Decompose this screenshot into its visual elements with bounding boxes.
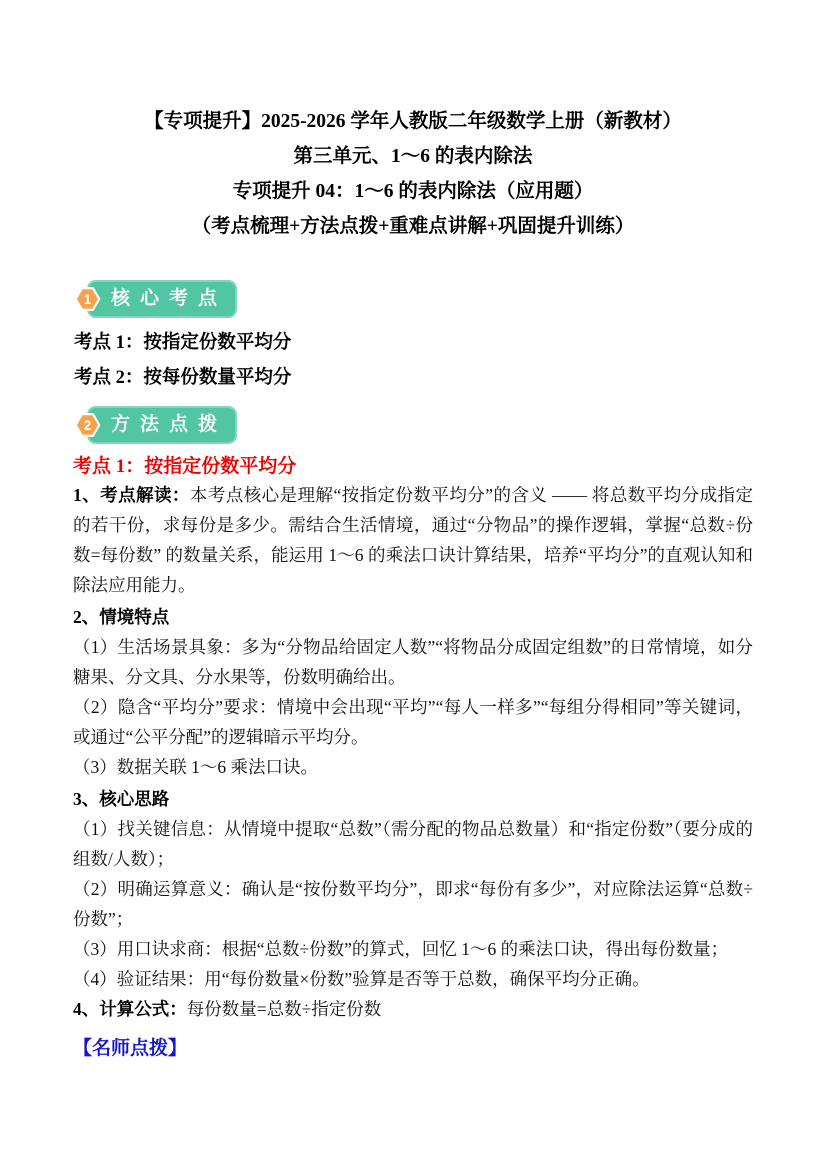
topic-heading: 考点 1：按指定份数平均分 [73,456,297,477]
interpretation-label: 1、考点解读： [73,485,190,505]
core-points-badge-row [83,280,753,318]
interpretation-paragraph [73,480,753,600]
scenario-item-3: （3）数据关联 1～6 乘法口诀。 [73,757,318,777]
core-idea-item-4: （4）验证结果：用“每份数量×份数”验算是否等于总数，确保平均分正确。 [73,969,650,989]
core-points-badge [83,280,237,318]
title-line-4: （考点梳理+方法点拨+重难点讲解+巩固提升训练） [191,216,635,237]
formula-paragraph [73,994,753,1024]
core-idea-item-1: （1）找关键信息：从情境中提取“总数”（需分配的物品总数量）和“指定份数”（要分成的组数/人数）； [73,819,753,869]
core-idea-item-3: （3）用口诀求商：根据“总数÷份数”的算式，回忆 1～6 的乘法口诀，得出每份数量； [73,939,729,959]
badge-number: 2 [83,417,92,433]
method-tips-section [73,406,753,1064]
title-line-1: 【专项提升】2025-2026 学年人教版二年级数学上册（新教材） [144,111,682,132]
title-line-3: 专项提升 04：1～6 的表内除法（应用题） [232,181,594,202]
method-tips-badge-row [83,406,753,444]
core-idea-item-2: （2）明确运算意义：确认是“按份数平均分”，即求“每份有多少”，对应除法运算“总数÷份数”； [73,879,753,929]
method-tips-badge [83,406,237,444]
scenario-item-1: （1）生活场景具象：多为“分物品给固定人数”“将物品分成固定组数”的日常情境，如分糖果、分文具、分水果等，份数明确给出。 [73,637,753,687]
title-line-2: 第三单元、1～6 的表内除法 [293,146,533,167]
core-idea-heading: 3、核心思路 [73,789,170,809]
scenario-item-2: （2）隐含“平均分”要求：情境中会出现“平均”“每人一样多”“每组分得相同”等关键词，或通过“公平分配”的逻辑暗示平均分。 [73,697,753,747]
badge-label-method-tips: 方法点拨 [111,414,228,435]
badge-number: 1 [83,291,92,307]
interpretation-text: 本考点核心是理解“按指定份数平均分”的含义 —— 将总数平均分成指定的若干份，求每份是多少。需结合生活情境，通过“分物品”的操作逻辑，掌握“总数÷份数=每份数” 的数量关系，能运用 1～6 的乘法口诀计算结果，培养“平均分”的直观认知和除法应用能力。 [73,485,753,595]
core-point-item-1: 考点 1：按指定份数平均分 [74,333,292,353]
core-points-section [73,280,753,396]
teacher-note-label: 【名师点拨】 [73,1038,188,1059]
scenario-heading: 2、情境特点 [73,607,170,627]
hexagon-number-icon [73,284,102,315]
hexagon-number-icon [73,410,102,441]
formula-label: 4、计算公式： [73,999,187,1019]
formula-text: 每份数量=总数÷指定份数 [186,999,382,1019]
core-point-item-2: 考点 2：按每份数量平均分 [74,368,292,388]
document-title-block [73,0,753,244]
badge-label-core-points: 核心考点 [111,288,228,309]
